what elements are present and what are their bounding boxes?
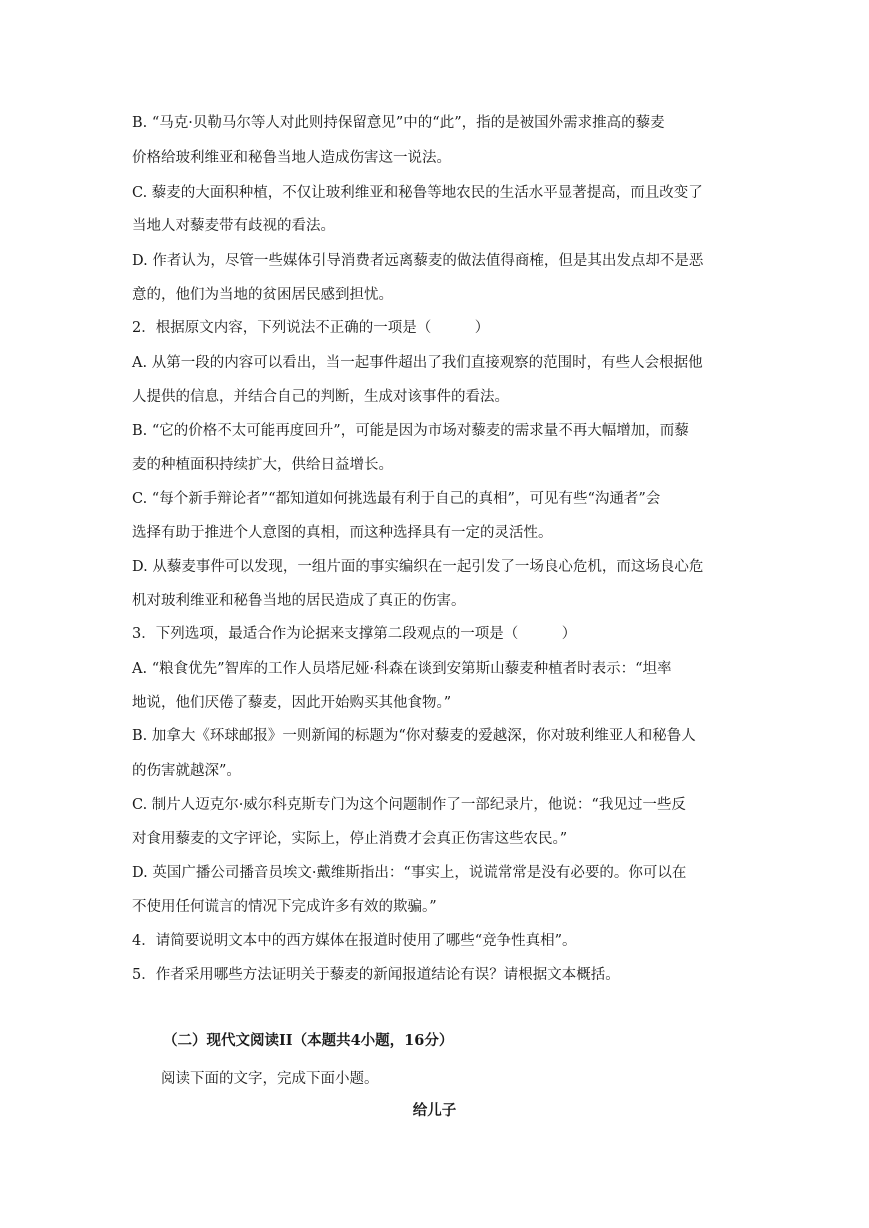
text-line: B. “马克·贝勒马尔等人对此则持保留意见”中的“此”，指的是被国外需求推高的藜麦 bbox=[132, 115, 665, 131]
text-line: 3．下列选项，最适合作为论据来支撑第二段观点的一项是（ ） bbox=[132, 626, 577, 642]
text-line: 人提供的信息，并结合自己的判断，生成对该事件的看法。 bbox=[132, 389, 509, 405]
text-line: D. 从藜麦事件可以发现，一组片面的事实编织在一起引发了一场良心危机，而这场良心危 bbox=[132, 559, 704, 575]
text-line: B. 加拿大《环球邮报》一则新闻的标题为“你对藜麦的爱越深，你对玻利维亚人和秘鲁人 bbox=[132, 728, 696, 744]
text-line: D. 作者认为，尽管一些媒体引导消费者远离藜麦的做法值得商榷，但是其出发点却不是恶 bbox=[132, 253, 704, 269]
text-line: 当地人对藜麦带有歧视的看法。 bbox=[132, 218, 335, 234]
text-line: 意的，他们为当地的贫困居民感到担忧。 bbox=[132, 287, 393, 303]
text-line: C. 藜麦的大面积种植，不仅让玻利维亚和秘鲁等地农民的生活水平显著提高，而且改变了 bbox=[132, 185, 703, 201]
text-line: C. “每个新手辩论者”“都知道如何挑选最有利于自己的真相”，可见有些“沟通者”会 bbox=[132, 491, 661, 507]
text-line: A. 从第一段的内容可以看出，当一起事件超出了我们直接观察的范围时，有些人会根据他 bbox=[132, 355, 703, 371]
poem-title: 给儿子 bbox=[412, 1102, 457, 1119]
text-line: D. 英国广播公司播音员埃文·戴维斯指出：“事实上，说谎常常是没有必要的。你可以在 bbox=[132, 865, 687, 881]
text-line: C. 制片人迈克尔·威尔科克斯专门为这个问题制作了一部纪录片，他说：“我见过一些反 bbox=[132, 797, 686, 813]
reading-instruction: 阅读下面的文字，完成下面小题。 bbox=[161, 1071, 379, 1087]
text-line: B. “它的价格不太可能再度回升”，可能是因为市场对藜麦的需求量不再大幅增加，而藜 bbox=[132, 423, 689, 439]
text-line: A. “粮食优先”智库的工作人员塔尼娅·科森在谈到安第斯山藜麦种植者时表示：“坦率 bbox=[132, 661, 672, 677]
text-line: 麦的种植面积持续扩大，供给日益增长。 bbox=[132, 457, 393, 473]
text-line: 5．作者采用哪些方法证明关于藜麦的新闻报道结论有误？请根据文本概括。 bbox=[132, 967, 620, 983]
text-line: 选择有助于推进个人意图的真相，而这种选择具有一定的灵活性。 bbox=[132, 525, 553, 541]
text-line: 2．根据原文内容，下列说法不正确的一项是（ ） bbox=[132, 320, 490, 336]
text-line: 不使用任何谎言的情况下完成许多有效的欺骗。” bbox=[132, 899, 437, 915]
text-line: 对食用藜麦的文字评论，实际上，停止消费才会真正伤害这些农民。” bbox=[132, 831, 568, 847]
text-line: 地说，他们厌倦了藜麦，因此开始购买其他食物。” bbox=[132, 695, 452, 711]
text-line: 的伤害就越深”。 bbox=[132, 763, 241, 779]
text-line: 4．请简要说明文本中的西方媒体在报道时使用了哪些“竞争性真相”。 bbox=[132, 933, 577, 949]
text-line: 机对玻利维亚和秘鲁当地的居民造成了真正的伤害。 bbox=[132, 593, 466, 609]
section-heading: （二）现代文阅读II（本题共4小题，16分） bbox=[163, 1032, 454, 1049]
text-line: 价格给玻利维亚和秘鲁当地人造成伤害这一说法。 bbox=[132, 150, 451, 166]
